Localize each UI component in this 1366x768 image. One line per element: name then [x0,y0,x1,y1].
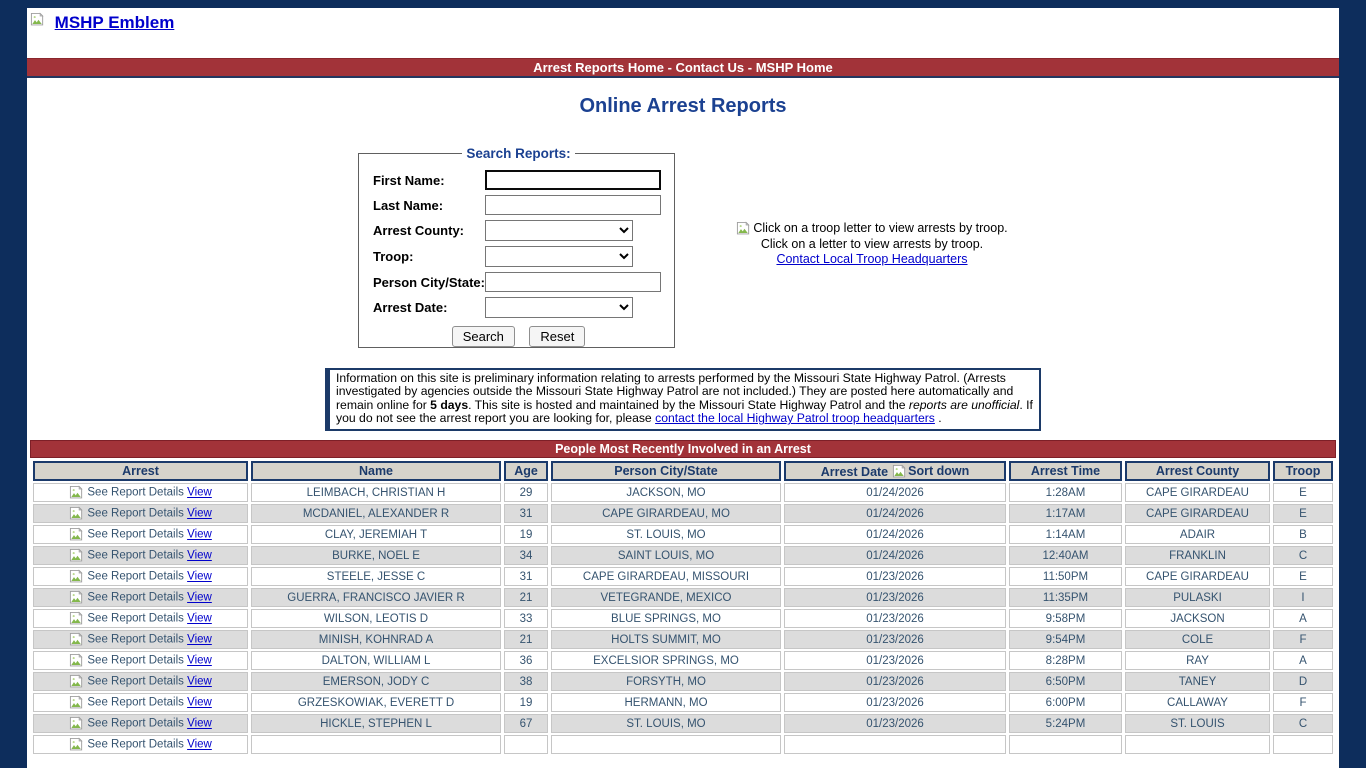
arrest-county-cell: FRANKLIN [1125,546,1270,565]
broken-image-icon [892,464,907,479]
contact-troop-headquarters-link[interactable]: contact the local Highway Patrol troop headquarters [655,411,935,426]
troop-cell: E [1273,504,1333,523]
arrest-cell [33,504,248,523]
search-reports-legend: Search Reports: [466,146,571,161]
troop-cell: E [1273,567,1333,586]
see-report-details-label: See Report Details [87,612,184,625]
name-cell: CLAY, JEREMIAH T [251,525,501,544]
arrest-time-cell: 1:28AM [1009,483,1122,502]
broken-image-icon [69,569,84,584]
troop-cell: E [1273,483,1333,502]
reset-button[interactable]: Reset [529,326,585,347]
arrest-time-cell: 12:40AM [1009,546,1122,565]
view-report-link[interactable]: View [187,654,212,667]
view-report-link[interactable]: View [187,486,212,499]
broken-image-icon [30,12,45,27]
arrest-date-cell: 01/24/2026 [784,483,1006,502]
header-age: Age [504,461,548,481]
person-city-state-cell: CAPE GIRARDEAU, MISSOURI [551,567,781,586]
table-header-row [33,461,1333,481]
arrest-date-cell: 01/24/2026 [784,525,1006,544]
sort-down-alt-text: Sort down [908,464,970,478]
broken-image-icon [69,653,84,668]
header-arrest-time: Arrest Time [1009,461,1122,481]
name-cell: MCDANIEL, ALEXANDER R [251,504,501,523]
table-row [33,735,1333,754]
arrest-cell [33,735,248,754]
person-city-state-label: Person City/State: [373,274,485,290]
troop-cell: A [1273,609,1333,628]
see-report-details-label: See Report Details [87,507,184,520]
arrest-date-select[interactable] [485,297,633,318]
age-cell: 36 [504,651,548,670]
see-report-details-label: See Report Details [87,528,184,541]
person-city-state-cell: ST. LOUIS, MO [551,525,781,544]
arrest-date-cell: 01/24/2026 [784,546,1006,565]
arrest-date-cell: 01/23/2026 [784,630,1006,649]
header-name: Name [251,461,501,481]
form-buttons [373,326,664,347]
see-report-details-label: See Report Details [87,696,184,709]
content-page [27,8,1339,768]
arrest-county-cell: PULASKI [1125,588,1270,607]
view-report-link[interactable]: View [187,528,212,541]
person-city-state-cell: VETEGRANDE, MEXICO [551,588,781,607]
arrest-county-cell: ADAIR [1125,525,1270,544]
header-arrest-date: Arrest Date Sort down [784,461,1006,481]
info-text: . This site is hosted and maintained by the Missouri State Highway Patrol and the [468,397,909,412]
table-row [33,567,1333,586]
name-cell: GRZESKOWIAK, EVERETT D [251,693,501,712]
arrest-time-cell: 9:54PM [1009,630,1122,649]
broken-image-icon [69,485,84,500]
troop-cell: B [1273,525,1333,544]
nav-arrest-reports-home-link[interactable]: Arrest Reports Home [533,60,664,75]
masthead [27,8,1339,58]
broken-image-icon [69,527,84,542]
arrest-county-cell [1125,735,1270,754]
header-troop: Troop [1273,461,1333,481]
broken-image-icon [69,611,84,626]
arrest-county-cell: CAPE GIRARDEAU [1125,504,1270,523]
arrest-county-select[interactable] [485,220,633,241]
arrest-time-cell: 1:17AM [1009,504,1122,523]
troop-cell: F [1273,630,1333,649]
view-report-link[interactable]: View [187,549,212,562]
see-report-details-label: See Report Details [87,570,184,583]
arrest-cell [33,693,248,712]
person-city-state-cell: HERMANN, MO [551,693,781,712]
recent-arrests-table [30,459,1336,756]
arrest-county-cell: CAPE GIRARDEAU [1125,567,1270,586]
arrest-time-cell: 11:35PM [1009,588,1122,607]
search-button[interactable]: Search [452,326,515,347]
view-report-link[interactable]: View [187,591,212,604]
header-arrest-county: Arrest County [1125,461,1270,481]
person-city-state-cell: BLUE SPRINGS, MO [551,609,781,628]
table-row [33,693,1333,712]
arrest-cell [33,588,248,607]
first-name-input[interactable] [485,170,661,190]
broken-image-icon [736,221,751,236]
search-reports-form [358,146,675,348]
arrest-county-cell: CAPE GIRARDEAU [1125,483,1270,502]
arrest-county-cell: JACKSON [1125,609,1270,628]
arrest-date-cell: 01/23/2026 [784,714,1006,733]
age-cell: 38 [504,672,548,691]
table-row [33,714,1333,733]
view-report-link[interactable]: View [187,696,212,709]
person-city-state-cell [551,735,781,754]
view-report-link[interactable]: View [187,717,212,730]
recent-arrests-section [30,440,1336,756]
arrest-cell [33,483,248,502]
arrest-time-cell [1009,735,1122,754]
table-row [33,525,1333,544]
age-cell: 31 [504,567,548,586]
arrest-date-cell: 01/24/2026 [784,504,1006,523]
troop-cell [1273,735,1333,754]
person-city-state-cell: EXCELSIOR SPRINGS, MO [551,651,781,670]
mshp-emblem-alt-text: MSHP Emblem [54,13,175,32]
troop-select[interactable] [485,246,633,267]
troop-cell: D [1273,672,1333,691]
age-cell: 19 [504,693,548,712]
table-row [33,588,1333,607]
age-cell [504,735,548,754]
arrest-county-cell: ST. LOUIS [1125,714,1270,733]
see-report-details-label: See Report Details [87,654,184,667]
form-row [373,170,664,190]
site-info-box [325,368,1041,431]
view-report-link[interactable]: View [187,633,212,646]
see-report-details-label: See Report Details [87,549,184,562]
arrest-date-cell: 01/23/2026 [784,588,1006,607]
contact-local-troop-headquarters-link[interactable]: Contact Local Troop Headquarters [776,252,968,266]
name-cell: MINISH, KOHNRAD A [251,630,501,649]
broken-image-icon [69,737,84,752]
arrest-date-cell: 01/23/2026 [784,651,1006,670]
form-row [373,272,664,292]
arrest-time-cell: 5:24PM [1009,714,1122,733]
broken-image-icon [69,506,84,521]
view-report-link[interactable]: View [187,612,212,625]
name-cell: HICKLE, STEPHEN L [251,714,501,733]
troop-map-alt-text: Click on a troop letter to view arrests by troop. [753,221,1008,235]
person-city-state-cell: ST. LOUIS, MO [551,714,781,733]
troop-cell: I [1273,588,1333,607]
table-row [33,504,1333,523]
arrest-cell [33,525,248,544]
arrest-time-cell: 8:28PM [1009,651,1122,670]
troop-label: Troop: [373,249,414,264]
arrest-cell [33,609,248,628]
mshp-emblem-link[interactable] [30,12,178,33]
table-row [33,483,1333,502]
broken-image-icon [69,716,84,731]
header-person-city-state: Person City/State [551,461,781,481]
arrest-date-cell: 01/23/2026 [784,693,1006,712]
view-report-link[interactable]: View [187,507,212,520]
troop-map-caption: Click on a letter to view arrests by troop. [760,236,984,251]
name-cell: GUERRA, FRANCISCO JAVIER R [251,588,501,607]
age-cell: 19 [504,525,548,544]
see-report-details-label: See Report Details [87,486,184,499]
view-report-link[interactable]: View [187,738,212,751]
name-cell: EMERSON, JODY C [251,672,501,691]
see-report-details-label: See Report Details [87,738,184,751]
person-city-state-cell: JACKSON, MO [551,483,781,502]
table-row [33,672,1333,691]
info-text: . [934,411,942,426]
person-city-state-cell: CAPE GIRARDEAU, MO [551,504,781,523]
form-row [373,246,664,267]
view-report-link[interactable]: View [187,570,212,583]
arrest-county-cell: RAY [1125,651,1270,670]
age-cell: 21 [504,588,548,607]
person-city-state-cell: FORSYTH, MO [551,672,781,691]
info-bold-5-days: 5 days [430,397,469,412]
last-name-label: Last Name: [373,197,444,213]
info-text: Information on this site is preliminary information relating to arrests performed by the Missouri State Highway Patrol. (Arrests investigated by agencies outside the Missouri State Highway Patrol are not included.) They are posted here automatically and remain online for [336,371,1014,412]
arrest-time-cell: 6:00PM [1009,693,1122,712]
name-cell: BURKE, NOEL E [251,546,501,565]
arrest-date-cell: 01/23/2026 [784,567,1006,586]
broken-image-icon [69,695,84,710]
form-row [373,220,664,241]
arrest-county-cell: COLE [1125,630,1270,649]
nav-separator: - [744,60,756,75]
name-cell: STEELE, JESSE C [251,567,501,586]
arrest-county-label: Arrest County: [373,223,465,238]
name-cell: WILSON, LEOTIS D [251,609,501,628]
age-cell: 21 [504,630,548,649]
troop-cell: C [1273,546,1333,565]
header-arrest: Arrest [33,461,248,481]
arrest-date-cell [784,735,1006,754]
recent-arrests-title-bar: People Most Recently Involved in an Arrest [30,440,1336,458]
table-row [33,651,1333,670]
arrest-cell [33,630,248,649]
nav-mshp-home-link[interactable]: MSHP Home [755,60,833,75]
see-report-details-label: See Report Details [87,717,184,730]
age-cell: 33 [504,609,548,628]
arrest-time-cell: 9:58PM [1009,609,1122,628]
broken-image-icon [69,590,84,605]
arrest-cell [33,714,248,733]
arrest-time-cell: 1:14AM [1009,525,1122,544]
form-row [373,195,664,215]
page-title: Online Arrest Reports [579,95,787,117]
see-report-details-label: See Report Details [87,675,184,688]
arrest-date-label: Arrest Date: [373,300,448,315]
person-city-state-cell: SAINT LOUIS, MO [551,546,781,565]
sort-down-control[interactable] [892,464,969,479]
age-cell: 34 [504,546,548,565]
name-cell: DALTON, WILLIAM L [251,651,501,670]
arrest-county-cell: TANEY [1125,672,1270,691]
age-cell: 31 [504,504,548,523]
arrest-cell [33,651,248,670]
table-row [33,609,1333,628]
troop-cell: C [1273,714,1333,733]
info-text: . If you do not see the arrest report you are looking for, please [336,397,1033,426]
form-row [373,297,664,318]
broken-image-icon [69,548,84,563]
age-cell: 29 [504,483,548,502]
see-report-details-label: See Report Details [87,591,184,604]
troop-cell: A [1273,651,1333,670]
arrest-time-cell: 11:50PM [1009,567,1122,586]
broken-image-icon [69,632,84,647]
arrest-cell [33,567,248,586]
arrest-county-cell: CALLAWAY [1125,693,1270,712]
view-report-link[interactable]: View [187,675,212,688]
first-name-label: First Name: [373,172,445,188]
age-cell: 67 [504,714,548,733]
arrest-date-cell: 01/23/2026 [784,672,1006,691]
person-city-state-input[interactable] [485,272,661,292]
arrest-date-cell: 01/23/2026 [784,609,1006,628]
arrest-time-cell: 6:50PM [1009,672,1122,691]
nav-separator: - [663,60,676,75]
last-name-input[interactable] [485,195,661,215]
troop-cell: F [1273,693,1333,712]
name-cell [251,735,501,754]
broken-image-icon [69,674,84,689]
table-row [33,546,1333,565]
top-nav-bar [27,58,1339,78]
see-report-details-label: See Report Details [87,633,184,646]
nav-contact-us-link[interactable]: Contact Us [675,60,745,75]
arrest-cell [33,546,248,565]
arrest-cell [33,672,248,691]
person-city-state-cell: HOLTS SUMMIT, MO [551,630,781,649]
troop-map-panel [667,221,1077,268]
info-italic-unofficial: reports are unofficial [908,397,1020,412]
name-cell: LEIMBACH, CHRISTIAN H [251,483,501,502]
table-row [33,630,1333,649]
